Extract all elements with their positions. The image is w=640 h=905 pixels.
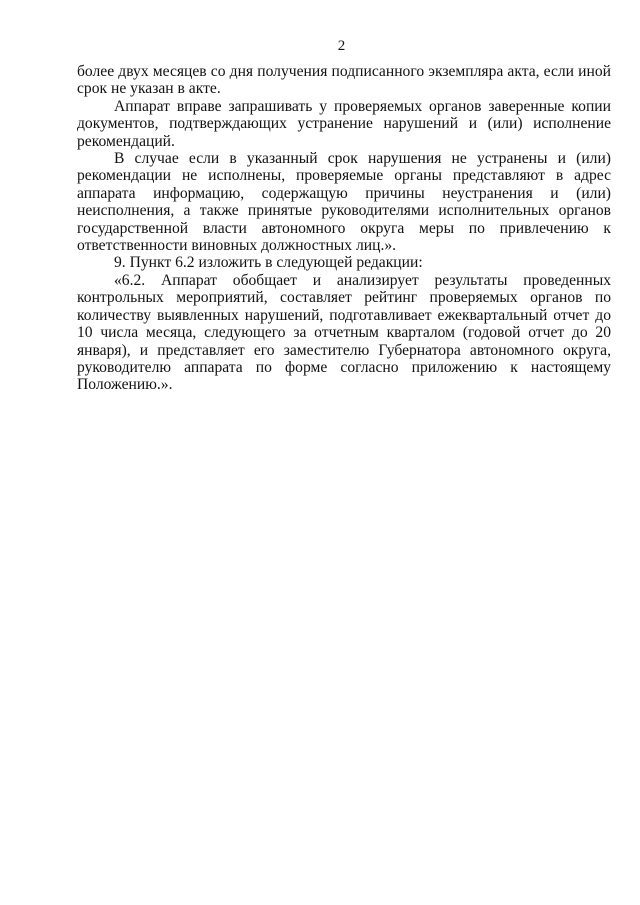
paragraph-continuation: более двух месяцев со дня получения подписанного экземпляра акта, если иной срок не указан в акте. <box>77 63 611 98</box>
page-number: 2 <box>337 38 346 54</box>
paragraph-request-copies: Аппарат вправе запрашивать у проверяемых органов заверенные копии документов, подтверждающих устранение нарушений и (или) исполнение рекомендаций. <box>77 97 611 150</box>
paragraph-item-9: 9. Пункт 6.2 изложить в следующей редакции: <box>114 254 423 272</box>
document-body <box>77 63 611 394</box>
paragraph-clause-6-2: «6.2. Аппарат обобщает и анализирует результаты проведенных контрольных мероприятий, составляет рейтинг проверяемых органов по количеству выявленных нарушений, подготавливает ежеквартальный отчет до 10 числа месяца, следующего за отчетным кварталом (годовой отчет до 20 января), и представляет его заместителю Губернатора автономного округа, руководителю аппарата по форме согласно приложению к настоящему Положению.». <box>77 271 611 394</box>
paragraph-noncompliance: В случае если в указанный срок нарушения не устранены и (или) рекомендации не исполнены, проверяемые органы представляют в адрес аппарата информацию, содержащую причины неустранения и (или) неисполнения, а также принятые руководителями исполнительных органов государственной власти автономного округа меры по привлечению к ответственности виновных должностных лиц.». <box>77 150 611 255</box>
